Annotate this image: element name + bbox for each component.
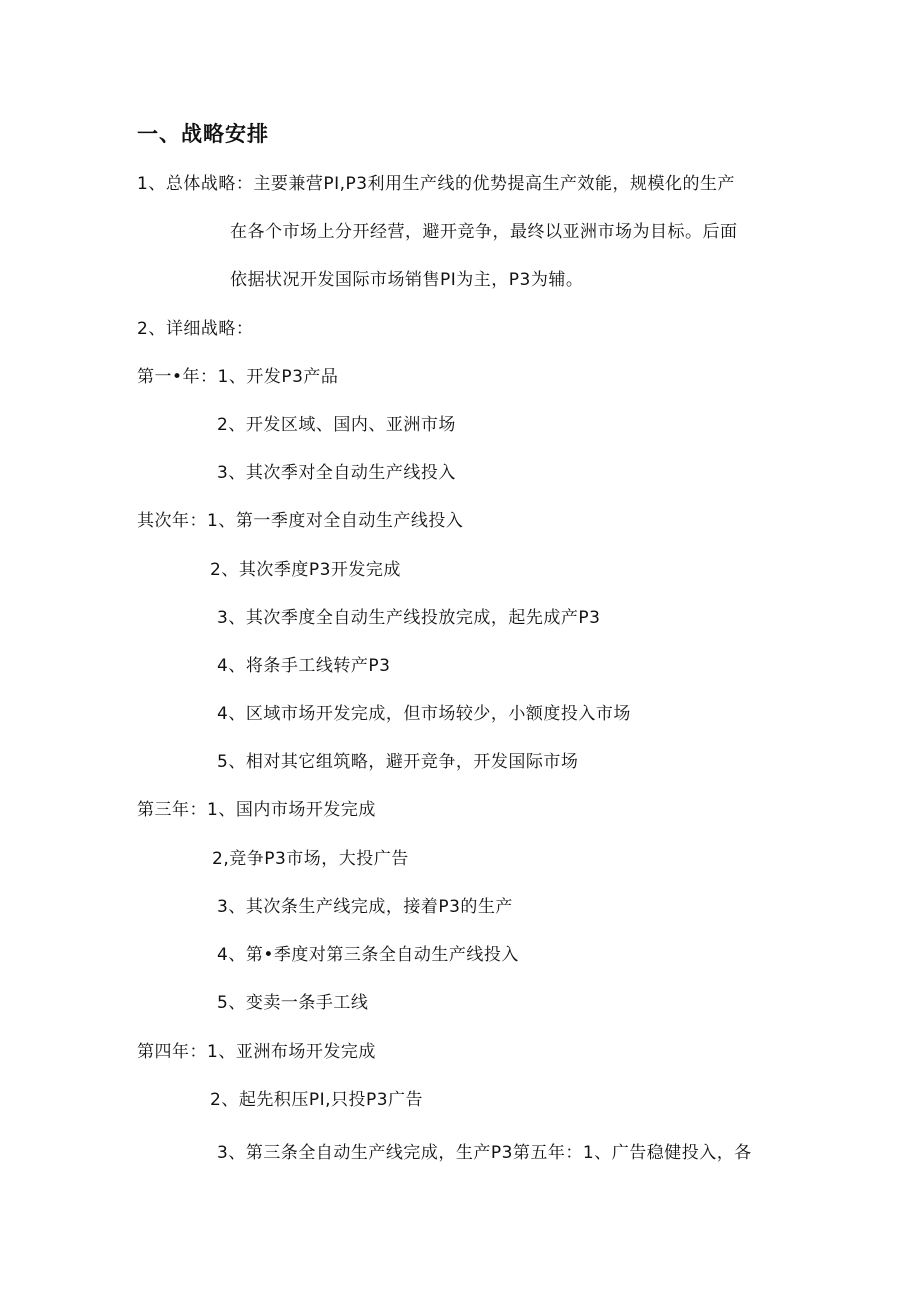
year2-item-4: 4、将条手工线转产P3 [217,656,391,676]
year2-item-1: 其次年：1、第一季度对全自动生产线投入 [137,511,464,531]
year3-item-5: 5、变卖一条手工线 [217,993,369,1013]
year1-item-2: 2、开发区域、国内、亚洲市场 [217,415,456,435]
year2-item-5: 4、区域市场开发完成，但市场较少，小额度投入市场 [217,704,631,724]
year1-item-3: 3、其次季对全自动生产线投入 [217,463,456,483]
detail-strategy-title: 2、详细战略： [137,319,254,339]
year2-item-3: 3、其次季度全自动生产线投放完成，起先成产P3 [217,608,601,628]
overall-strategy-line-3: 依据状况开发国际市场销售PI为主，P3为辅。 [230,270,584,290]
year3-item-4: 4、第•季度对第三条全自动生产线投入 [217,945,519,965]
year4-item-2: 2、起先积压PI,只投P3广告 [210,1090,424,1110]
year2-item-6: 5、相对其它组筑略，避开竞争，开发国际市场 [217,752,579,772]
year3-item-1: 第三年：1、国内市场开发完成 [137,800,376,820]
overall-strategy-line-1: 1、总体战略：主要兼营PI,P3利用生产线的优势提高生产效能，规模化的生产 [137,174,736,194]
year4-item-1: 第四年：1、亚洲布场开发完成 [137,1042,376,1062]
year1-item-1: 第一•年：1、开发P3产品 [137,367,339,387]
year4-item-3: 3、第三条全自动生产线完成，生产P3第五年：1、广告稳健投入，各 [217,1143,752,1163]
year3-item-2: 2,竞争P3市场，大投广告 [212,849,409,869]
section-heading: 一、战略安排 [137,122,269,146]
year3-item-3: 3、其次条生产线完成，接着P3的生产 [217,897,513,917]
year2-item-2: 2、其次季度P3开发完成 [210,560,401,580]
overall-strategy-line-2: 在各个市场上分开经营，避开竞争，最终以亚洲市场为目标。后面 [230,222,738,242]
